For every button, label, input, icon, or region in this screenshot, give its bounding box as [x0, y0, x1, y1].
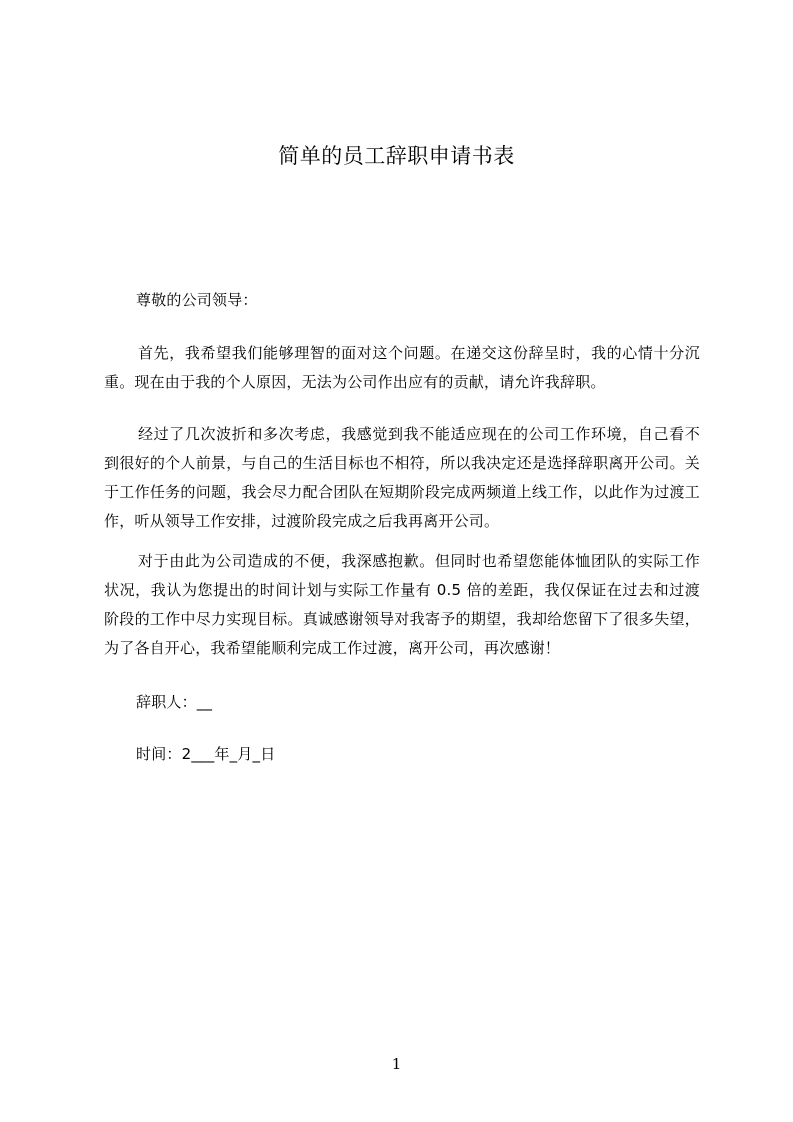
date-line: 时间：2___年_月_日 — [136, 745, 276, 763]
salutation: 尊敬的公司领导： — [136, 291, 258, 309]
document-title: 简单的员工辞职申请书表 — [278, 144, 515, 168]
page-number: 1 — [391, 1055, 402, 1073]
paragraph-1: 首先，我希望我们能够理智的面对这个问题。在递交这份辞呈时，我的心情十分沉重。现在由于我的个人原因，无法为公司作出应有的贡献，请允许我辞职。 — [104, 344, 700, 391]
signer-line: 辞职人：__ — [136, 693, 213, 711]
paragraph-3: 对于由此为公司造成的不便，我深感抱歉。但同时也希望您能体恤团队的实际工作状况，我认为您提出的时间计划与实际工作量有 0.5 倍的差距，我仅保证在过去和过渡阶段的工作中尽力实现目标。真诚感谢领导对我寄予的期望，我却给您留下了很多失望，为了各自开心，我希望能顺利完成工作过渡，离开公司，再次感谢！ — [104, 552, 700, 657]
paragraph-2: 经过了几次波折和多次考虑，我感觉到我不能适应现在的公司工作环境，自己看不到很好的个人前景，与自己的生活目标也不相符，所以我决定还是选择辞职离开公司。关于工作任务的问题，我会尽力配合团队在短期阶段完成两频道上线工作，以此作为过渡工作，听从领导工作安排，过渡阶段完成之后我再离开公司。 — [104, 425, 700, 530]
